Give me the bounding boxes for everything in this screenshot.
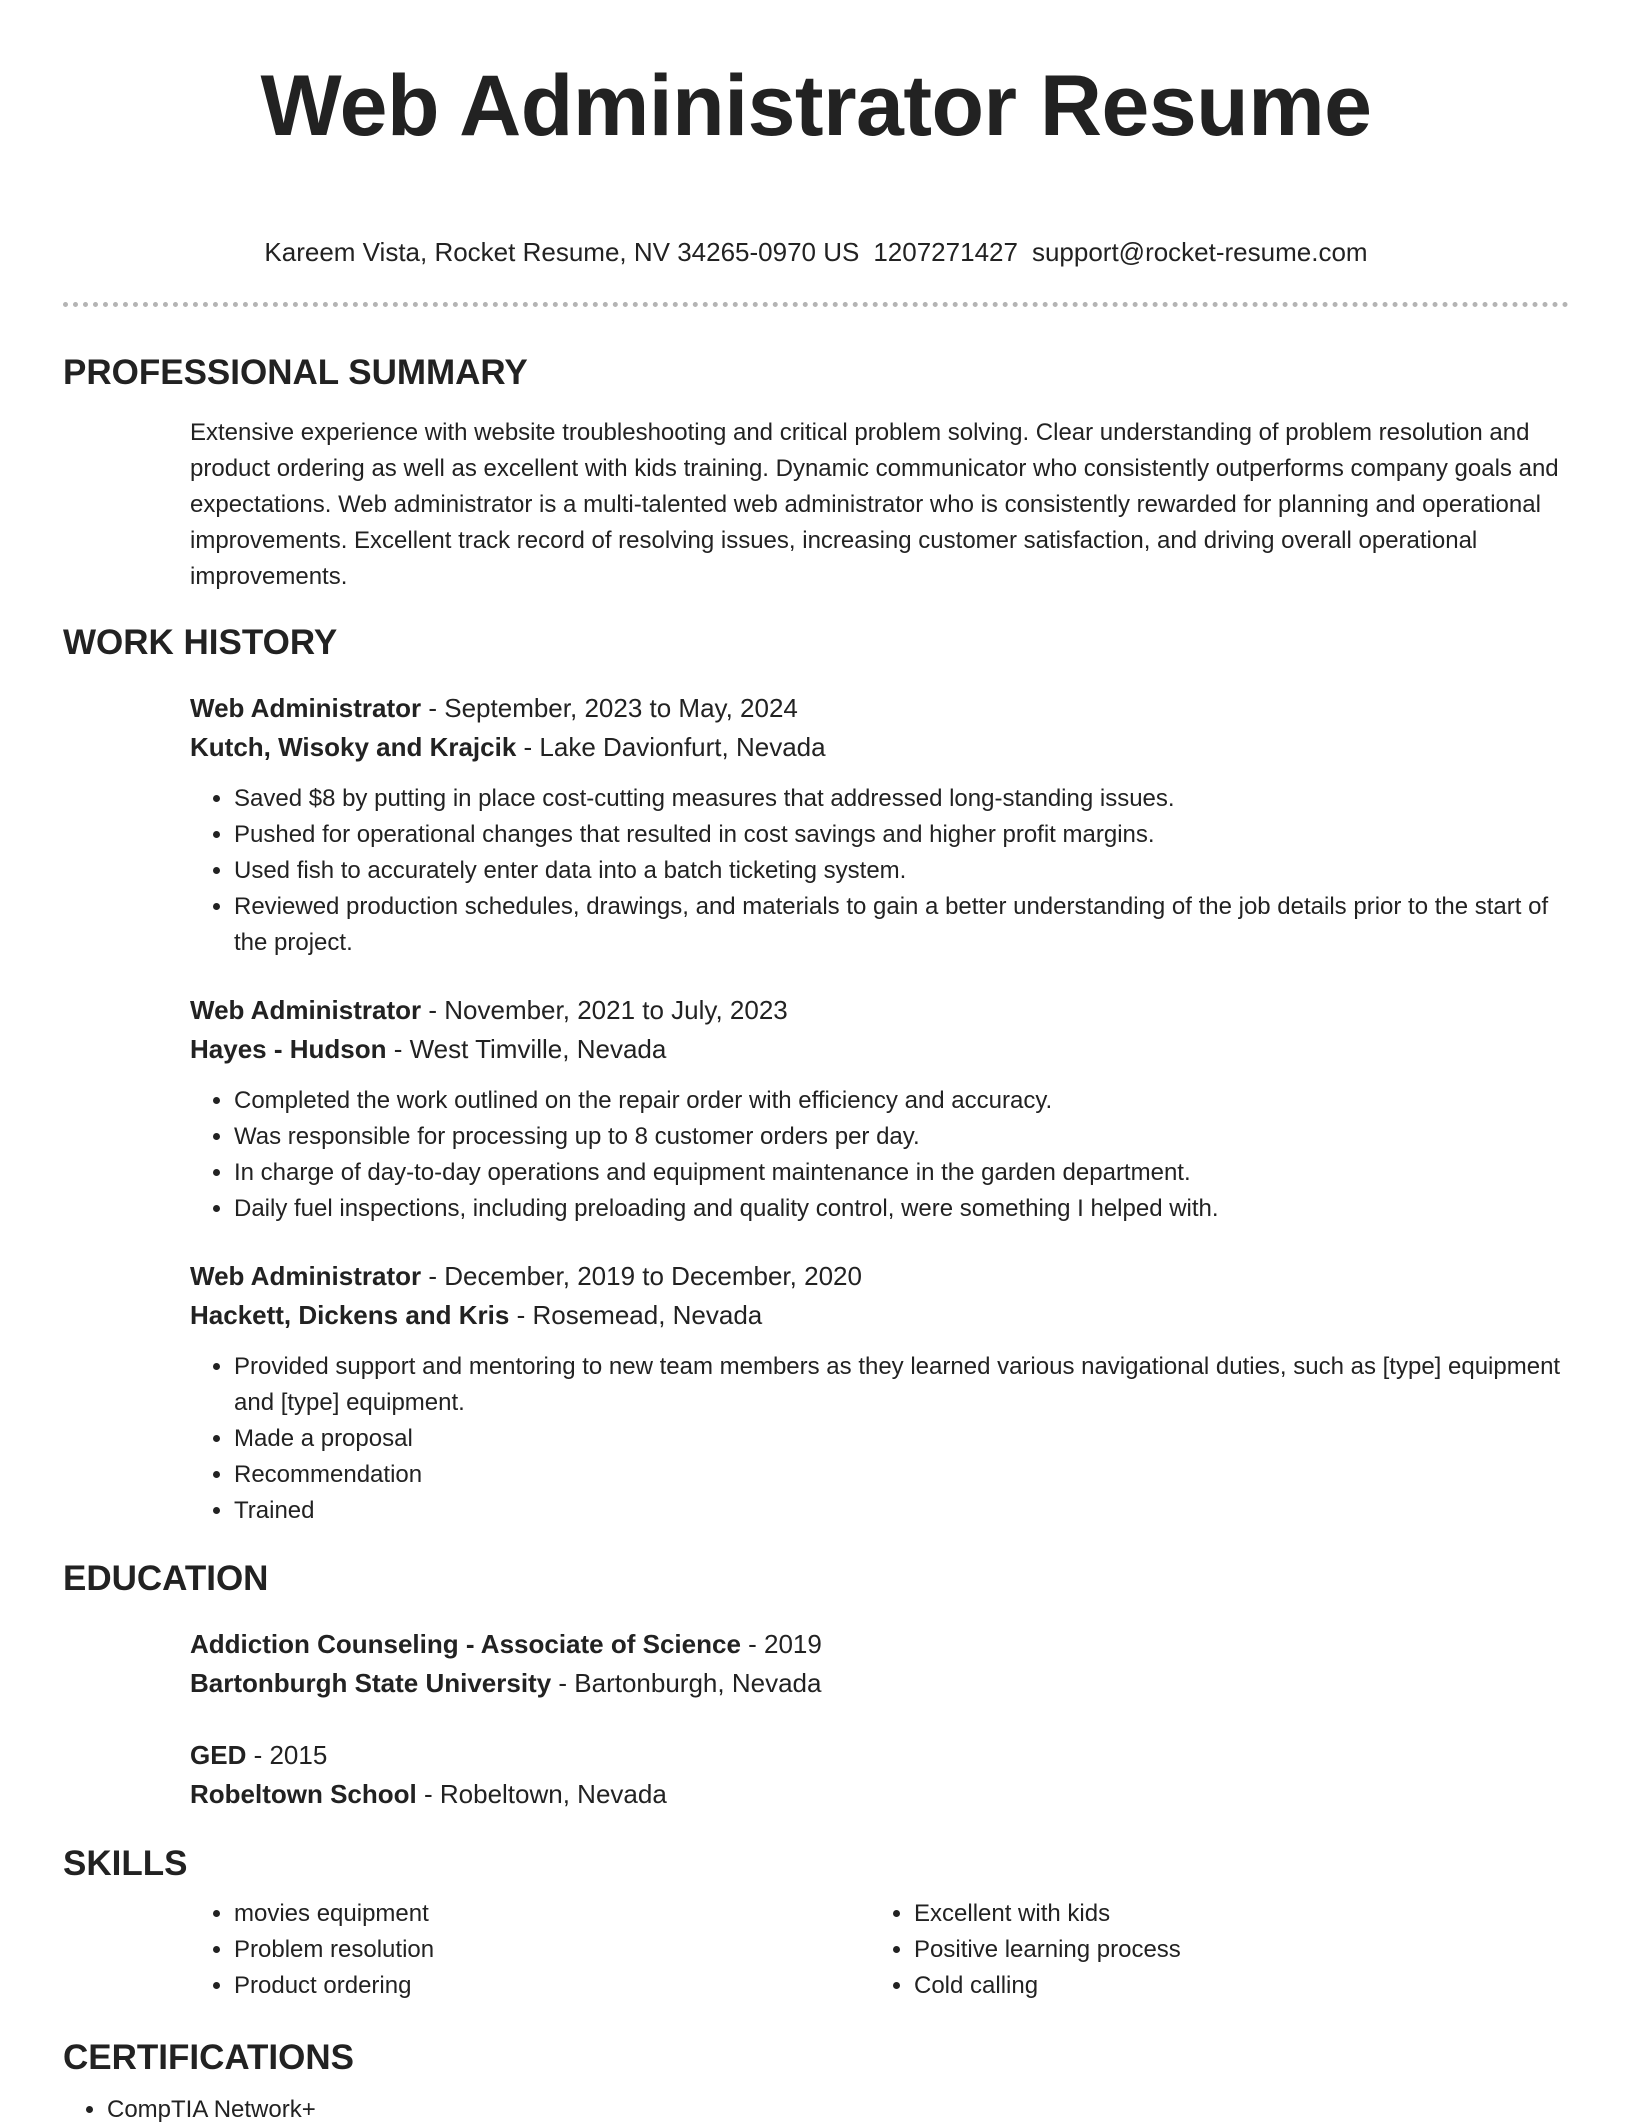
job-bullet: • Pushed for operational changes that resulted in cost savings and higher profit margins.: [234, 817, 1569, 853]
contact-line: [63, 236, 1569, 268]
job-company-line: [190, 1030, 1569, 1069]
job-company: Hayes - Hudson: [190, 1034, 387, 1064]
education-entry: [190, 1625, 1569, 1703]
job-company-line: [190, 728, 1569, 767]
degree-year: - 2015: [246, 1740, 328, 1770]
school-line: [190, 1664, 1569, 1703]
job-location: - Rosemead, Nevada: [509, 1300, 763, 1330]
degree: Addiction Counseling - Associate of Science: [190, 1629, 741, 1659]
job-title: Web Administrator: [190, 693, 422, 723]
job-bullet: • Used fish to accurately enter data into a batch ticketing system.: [234, 853, 1569, 889]
skill-item: • Product ordering: [234, 1968, 870, 2004]
job-location: - West Timville, Nevada: [386, 1034, 667, 1064]
skills-grid: [190, 1896, 1569, 2004]
school-location: - Robeltown, Nevada: [416, 1779, 667, 1809]
job-title-line: [190, 1257, 1569, 1296]
school-line: [190, 1775, 1569, 1814]
job-bullet: • Trained: [234, 1493, 1569, 1529]
school: Robeltown School: [190, 1779, 417, 1809]
contact-address: Kareem Vista, Rocket Resume, NV 34265-0970 US: [264, 237, 860, 267]
certification-item: • CompTIA Network+: [107, 2092, 1569, 2128]
degree-line: [190, 1625, 1569, 1664]
job-company: Hackett, Dickens and Kris: [190, 1300, 510, 1330]
job-title-line: [190, 991, 1569, 1030]
section-skills: [63, 1844, 1569, 2004]
skill-item: • movies equipment: [234, 1896, 870, 1932]
job-entry: [190, 991, 1569, 1227]
contact-email: support@rocket-resume.com: [1031, 237, 1368, 267]
summary-text: Extensive experience with website troubleshooting and critical problem solving. Clear understanding of problem resolution and product ordering as well as excellent with kids training. Dynamic communicator who consistently outperforms company goals and expectations. Web administrator is a multi-talented web administrator who is consistently rewarded for planning and operational improvements. Excellent track record of resolving issues, increasing customer satisfaction, and driving overall operational improvements.: [190, 419, 1559, 590]
job-entry: [190, 1257, 1569, 1529]
section-work-history: [63, 623, 1569, 1529]
job-bullet: • Recommendation: [234, 1457, 1569, 1493]
job-company: Kutch, Wisoky and Krajcik: [190, 732, 517, 762]
job-bullet: • Saved $8 by putting in place cost-cutting measures that addressed long-standing issues.: [234, 781, 1569, 817]
job-title: Web Administrator: [190, 1261, 422, 1291]
job-bullets: [190, 781, 1569, 961]
section-education: [63, 1559, 1569, 1814]
job-bullets: [190, 1083, 1569, 1227]
skills-column-left: [190, 1896, 870, 2004]
section-professional-summary: [63, 353, 1569, 595]
job-bullet: • Completed the work outlined on the repair order with efficiency and accuracy.: [234, 1083, 1569, 1119]
section-heading: EDUCATION: [63, 1559, 269, 1598]
education-entry: [190, 1736, 1569, 1814]
skills-column-right: [870, 1896, 1550, 2004]
skill-item: • Excellent with kids: [914, 1896, 1550, 1932]
section-heading: PROFESSIONAL SUMMARY: [63, 353, 528, 392]
school-location: - Bartonburgh, Nevada: [551, 1668, 822, 1698]
degree: GED: [190, 1740, 247, 1770]
header-divider: [63, 302, 1569, 307]
job-dates: - September, 2023 to May, 2024: [421, 693, 798, 723]
job-title: Web Administrator: [190, 995, 422, 1025]
certification-list: [63, 2092, 1569, 2128]
job-bullet: • Was responsible for processing up to 8 customer orders per day.: [234, 1119, 1569, 1155]
section-heading: SKILLS: [63, 1844, 188, 1883]
section-heading: WORK HISTORY: [63, 623, 338, 662]
job-title-line: [190, 689, 1569, 728]
contact-phone: 1207271427: [873, 237, 1018, 267]
skill-item: • Positive learning process: [914, 1932, 1550, 1968]
skill-item: • Problem resolution: [234, 1932, 870, 1968]
degree-line: [190, 1736, 1569, 1775]
job-bullets: [190, 1349, 1569, 1529]
job-dates: - December, 2019 to December, 2020: [421, 1261, 862, 1291]
job-dates: - November, 2021 to July, 2023: [421, 995, 788, 1025]
job-company-line: [190, 1296, 1569, 1335]
job-bullet: • In charge of day-to-day operations and equipment maintenance in the garden department.: [234, 1155, 1569, 1191]
job-entry: [190, 689, 1569, 961]
school: Bartonburgh State University: [190, 1668, 552, 1698]
section-certifications: [63, 2038, 1569, 2128]
job-bullet: • Made a proposal: [234, 1421, 1569, 1457]
skill-item: • Cold calling: [914, 1968, 1550, 2004]
job-location: - Lake Davionfurt, Nevada: [516, 732, 826, 762]
job-bullet: • Reviewed production schedules, drawings, and materials to gain a better understanding of the job details prior to the start of the project.: [234, 889, 1569, 961]
degree-year: - 2019: [740, 1629, 822, 1659]
job-bullet: • Provided support and mentoring to new team members as they learned various navigational duties, such as [type] equipment and [type] equipment.: [234, 1349, 1569, 1421]
section-heading: CERTIFICATIONS: [63, 2038, 355, 2077]
job-bullet: • Daily fuel inspections, including preloading and quality control, were something I helped with.: [234, 1191, 1569, 1227]
resume-title: Web Administrator Resume: [260, 58, 1372, 154]
